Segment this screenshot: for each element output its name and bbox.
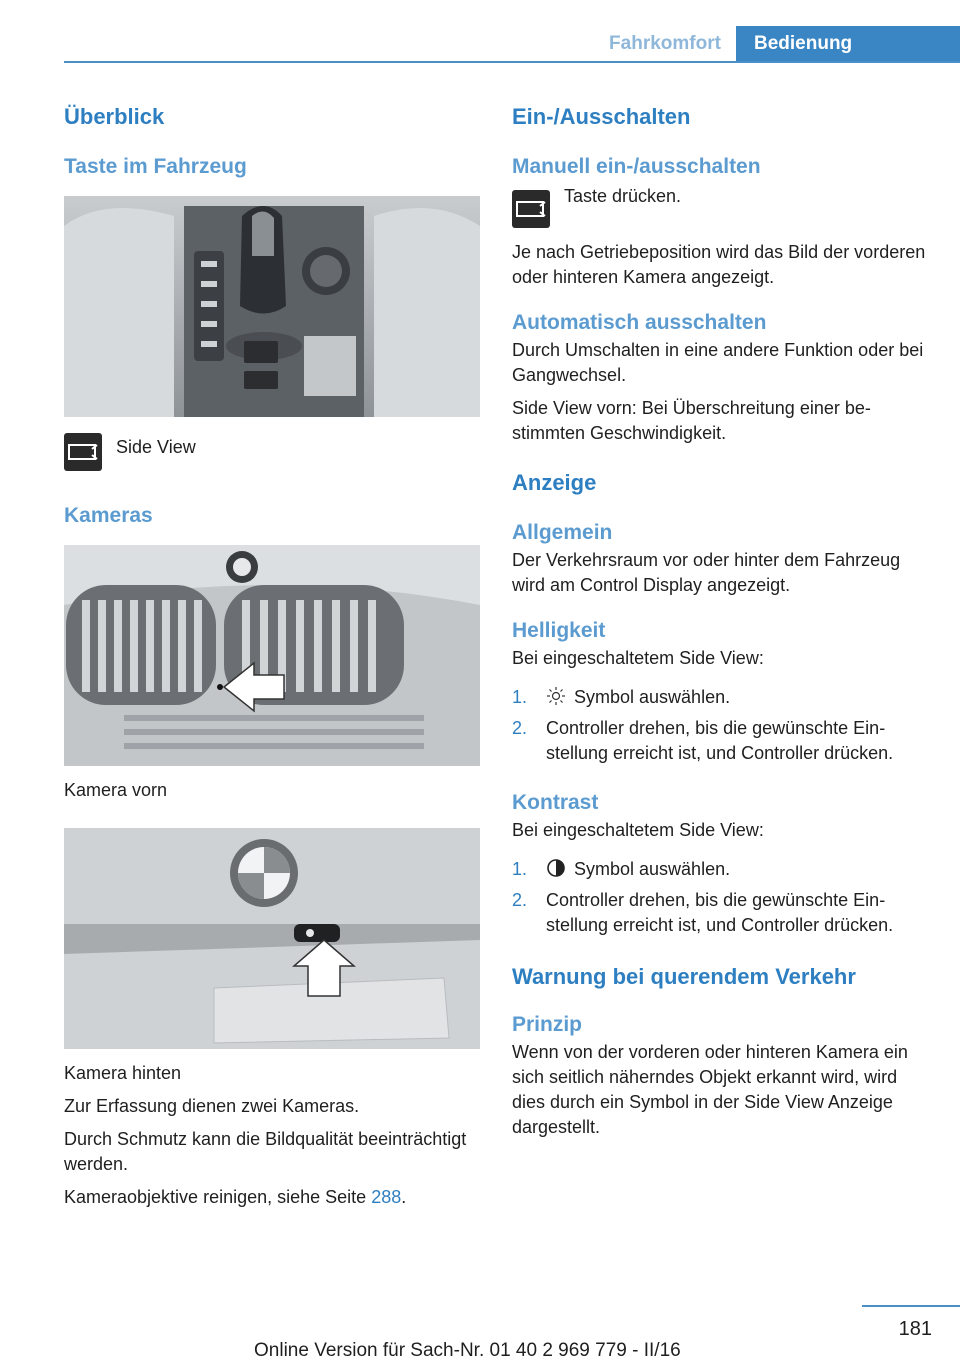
paragraph-auto-off-1: Durch Umschalten in eine andere Funktion oder bei Gangwechsel.: [512, 340, 924, 385]
paragraph-auto-off-2: Side View vorn: Bei Überschreitung einer bestimmten Geschwindigkeit.: [512, 398, 871, 443]
paragraph-contrast-intro: Bei eingeschaltetem Side View:: [512, 820, 764, 840]
list-item: [512, 716, 928, 766]
list-item: [512, 857, 928, 882]
heading-general: Allgemein: [512, 521, 613, 544]
step-text: [546, 685, 730, 710]
tab-fahrkomfort[interactable]: Fahrkomfort: [609, 33, 721, 54]
heading-auto-off: Automatisch ausschalten: [512, 311, 767, 334]
paragraph-two-cameras: Zur Erfassung dienen zwei Kameras.: [64, 1096, 360, 1116]
paragraph-general: Der Verkehrsraum vor oder hinter dem Fahrzeug wird am Control Display angezeigt.: [512, 550, 901, 595]
side-view-key-row: [64, 433, 480, 471]
heading-contrast: Kontrast: [512, 791, 599, 814]
step-number: 2.: [512, 718, 528, 738]
step-number: 2.: [512, 890, 528, 910]
step-text-content: Symbol auswählen.: [574, 859, 731, 879]
step-text-content: Symbol auswählen.: [574, 687, 731, 707]
footer-version: Online Version für Sach-Nr. 01 40 2 969 779 - II/16: [254, 1340, 681, 1361]
step-text: Controller drehen, bis die gewünschte Einstellung erreicht ist, und Controller drücken.: [546, 890, 894, 935]
right-column: [512, 100, 928, 1140]
page-number: 181: [898, 1318, 932, 1340]
step-number: 1.: [512, 859, 528, 879]
list-item: [512, 685, 928, 710]
press-button-row: [512, 186, 928, 228]
footer-divider: [862, 1305, 960, 1307]
paragraph-brightness-intro: Bei eingeschaltetem Side View:: [512, 648, 764, 668]
brightness-steps: [512, 685, 928, 766]
heading-button-in-vehicle: Taste im Fahrzeug: [64, 155, 247, 178]
paragraph-clean-lens: [64, 1185, 480, 1210]
contrast-icon: [546, 858, 566, 878]
heading-cameras: Kameras: [64, 504, 153, 527]
clean-lens-period: .: [401, 1187, 407, 1207]
heading-brightness: Helligkeit: [512, 619, 606, 642]
paragraph-principle: Wenn von der vorderen oder hinteren Kamera ein sich seitlich näherndes Objekt erkannt wird, wird dies durch ein Symbol in der Side View Anzeige dargestellt.: [512, 1042, 908, 1137]
photo-center-console: [64, 196, 480, 417]
side-view-camera-icon[interactable]: [512, 190, 550, 228]
clean-lens-text: Kameraobjektive reinigen, siehe Seite: [64, 1187, 372, 1207]
page-link-288[interactable]: 288: [371, 1187, 402, 1207]
paragraph-gear-position: Je nach Getriebeposition wird das Bild der vorderen oder hinteren Kamera angezeigt.: [512, 242, 926, 287]
header-divider: [64, 61, 960, 63]
side-view-label: Side View: [116, 437, 196, 457]
step-text: [546, 857, 730, 882]
list-item: [512, 888, 928, 938]
contrast-steps: [512, 857, 928, 938]
heading-overview: Überblick: [64, 104, 165, 129]
side-view-camera-icon[interactable]: [64, 433, 102, 471]
sun-icon: [546, 686, 566, 706]
left-column: [64, 100, 480, 1210]
step-number: 1.: [512, 687, 528, 707]
heading-cross-traffic: Warnung bei querendem Verkehr: [512, 964, 856, 989]
tab-bedienung[interactable]: Bedienung: [736, 26, 960, 62]
photo-rear-camera: [64, 828, 480, 1049]
paragraph-dirt-quality: Durch Schmutz kann die Bildqualität beeinträchtigt werden.: [64, 1129, 467, 1174]
photo-front-camera: [64, 545, 480, 766]
heading-principle: Prinzip: [512, 1013, 583, 1036]
caption-front-camera: Kamera vorn: [64, 780, 168, 800]
heading-manual-on-off: Manuell ein-/ausschalten: [512, 155, 761, 178]
heading-display: Anzeige: [512, 470, 597, 495]
caption-rear-camera: Kamera hinten: [64, 1063, 182, 1083]
heading-on-off: Ein-/Ausschalten: [512, 104, 691, 129]
press-button-text: Taste drücken.: [564, 186, 682, 206]
step-text: Controller drehen, bis die gewünschte Einstellung erreicht ist, und Controller drücken.: [546, 718, 894, 763]
